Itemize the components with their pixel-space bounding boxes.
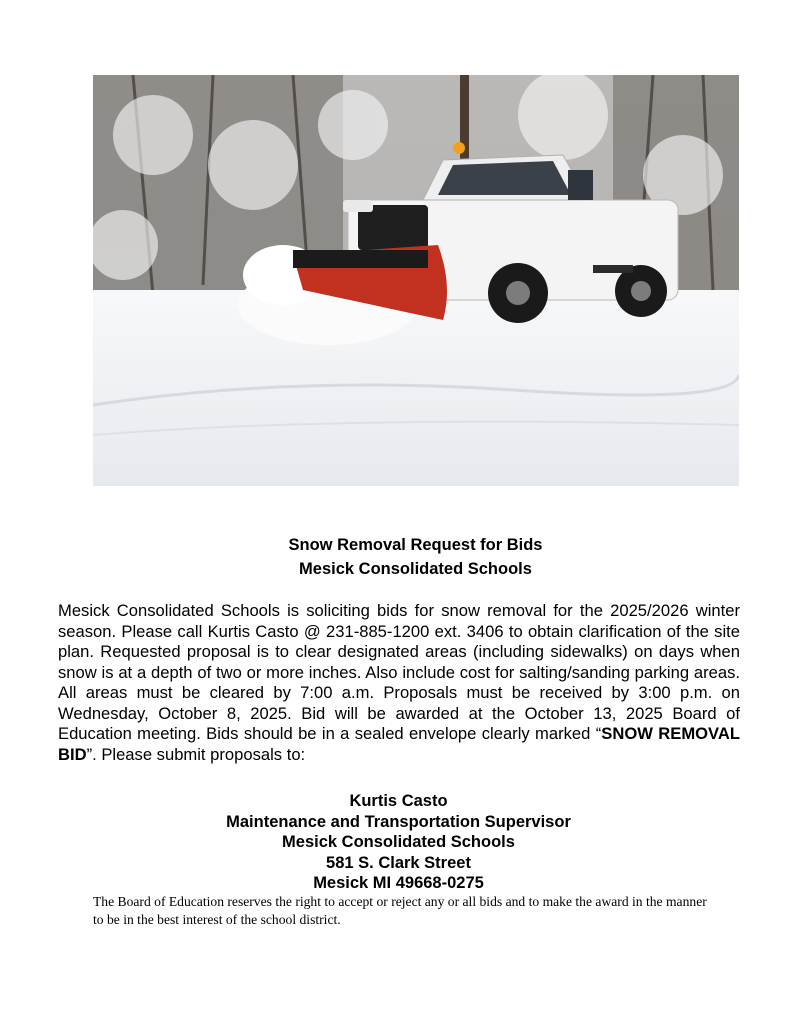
contact-organization: Mesick Consolidated Schools [282,833,515,851]
body-text-part1: Mesick Consolidated Schools is soliciting bids for snow removal for the 2025/2026 winter season. Please call Kurtis Casto @ 231-885-1200 ext. 3406 to obtain clarification of the site plan. Requested proposal is to clear designated areas (including sidewalks) on days when snow is at a depth of two or more inches. Also include cost for salting/sanding parking areas. All areas must be cleared by 7:00 a.m. Proposals must be received by 3:00 p.m. on Wednesday, October 8, 2025. Bid will be awarded at the October 13, 2025 Board of Education meeting. Bids should be in a sealed envelope clearly marked “ [58,601,740,743]
contact-name: Kurtis Casto [349,792,448,810]
body-text-part2: ”. Please submit proposals to: [86,744,306,764]
board-disclaimer: The Board of Education reserves the right to accept or reject any or all bids and to make the award in the manner to be in the best interest of the school district. [93,894,707,927]
organization-heading: Mesick Consolidated Schools [299,560,532,578]
bid-marking: SNOW REMOVAL BID [58,724,741,764]
contact-city: Mesick MI 49668-0275 [313,874,484,892]
snow-plow-photo [93,75,739,486]
bid-description [58,601,740,765]
page-title: Snow Removal Request for Bids [288,536,543,554]
contact-street: 581 S. Clark Street [326,854,471,872]
contact-title: Maintenance and Transportation Supervisor [226,813,571,831]
